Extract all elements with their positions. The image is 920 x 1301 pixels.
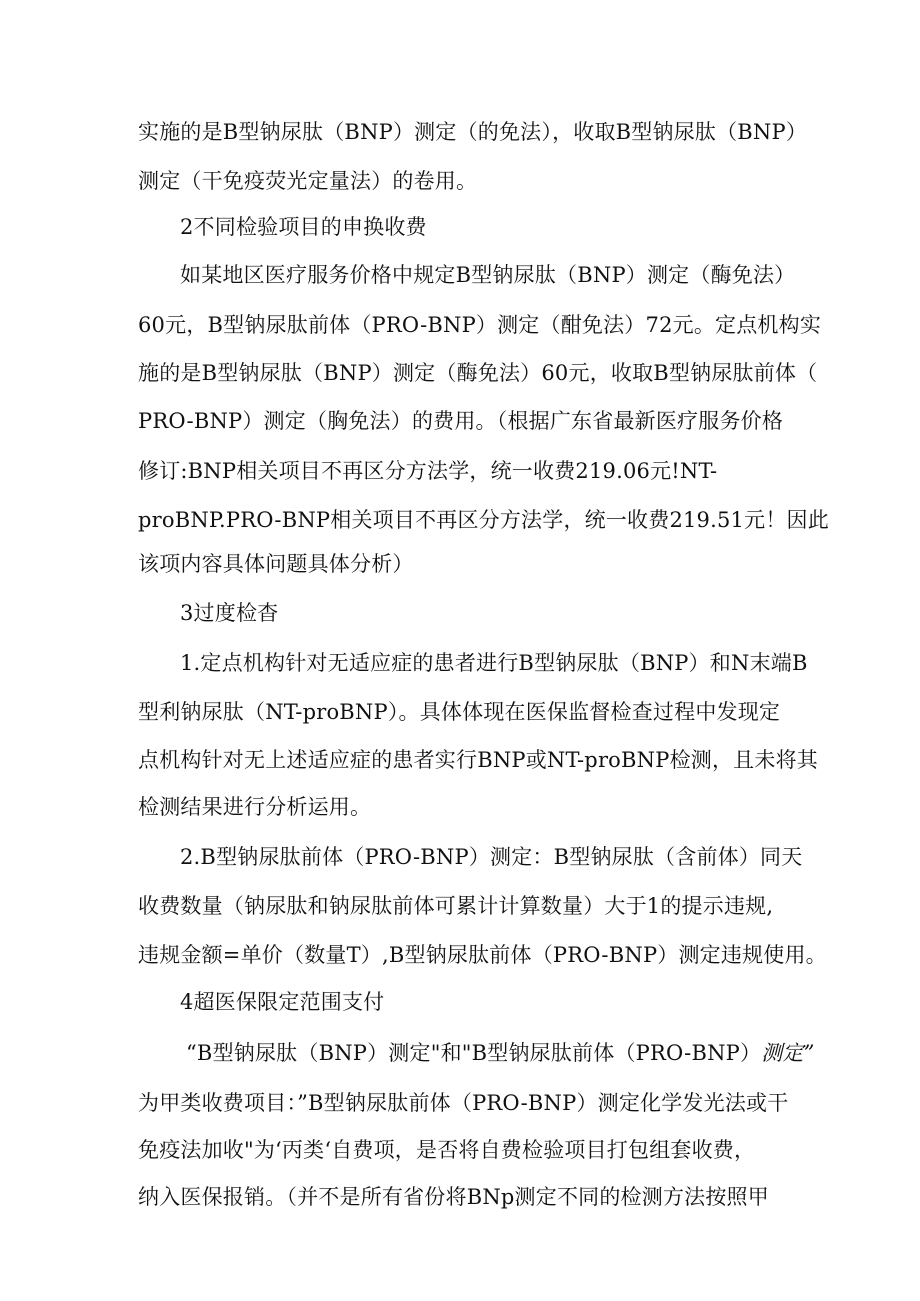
text-line-4: 如某地区医疗服务价格中规定B型钠尿肽（BNP）测定（酶免法） <box>180 263 796 287</box>
text-line-13: 型利钠尿肽（NT-proBNP）。具体体现在医保监督检查过程中发现定 <box>138 700 781 724</box>
text-line-15: 检测结果进行分析运用。 <box>138 795 372 819</box>
text-line-18: 违规金额=单价（数量T）,B型钠尿肽前体（PRO-BNP）测定违规使用。 <box>138 943 827 967</box>
text-line-8: 修订:BNP相关项目不再区分方法学，统一收费219.06元!NT- <box>138 459 718 483</box>
section-heading-2: 2不同检验项目的申换收费 <box>180 215 427 239</box>
text-line-20 <box>186 1038 815 1068</box>
text-line-21: 为甲类收费项目：”B型钠尿肽前体（PRO-BNP）测定化学发光法或干 <box>138 1091 789 1115</box>
text-line-7: PRO-BNP）测定（胸免法）的费用。（根据广东省最新医疗服务价格 <box>138 409 784 433</box>
section-heading-3: 3过度检杳 <box>180 601 279 625</box>
quote-text: “B型钠尿肽（BNP）测定"和"B型钠尿肽前体（PRO-BNP） <box>186 1041 762 1065</box>
text-line-17: 收费数量（钠尿肽和钠尿肽前体可累计计算数量）大于1的提示违规, <box>138 894 774 918</box>
text-line-5: 60元，B型钠尿肽前体（PRO-BNP）测定（酣免法）72元。定点机构实 <box>138 313 822 337</box>
quote-italic-text: 测定” <box>761 1041 815 1065</box>
text-line-1: 实施的是B型钠尿肽（BNP）测定（的免法），收取B型钠尿肽（BNP） <box>138 120 808 144</box>
text-line-6: 施的是B型钠尿肽（BNP）测定（酶免法）60元，收取B型钠尿肽前体（ <box>138 361 818 385</box>
text-line-10: 该项内容具体问题具体分析） <box>138 552 414 576</box>
text-line-14: 点机构针对无上述适应症的患者实行BNP或NT-proBNP检测，且未将其 <box>138 748 818 772</box>
text-line-16: 2.B型钠尿肽前体（PRO-BNP）测定：B型钠尿肽（含前体）同天 <box>180 845 803 869</box>
text-line-2: 测定（干免疫荧光定量法）的卷用。 <box>138 169 478 193</box>
text-line-23: 纳入医保报销。（并不是所有省份将BNp测定不同的检测方法按照甲 <box>138 1185 769 1209</box>
section-heading-4: 4超医保限定范围支付 <box>180 990 385 1014</box>
text-line-9: proBNP.PRO-BNP相关项目不再区分方法学，统一收费219.51元！因此 <box>138 508 829 532</box>
text-line-22: 免疫法加收"为‘丙类‘自费项，是否将自费检验项目打包组套收费， <box>138 1138 756 1162</box>
text-line-12: 1.定点机构针对无适应症的患者进行B型钠尿肽（BNP）和N末端B <box>180 651 808 675</box>
